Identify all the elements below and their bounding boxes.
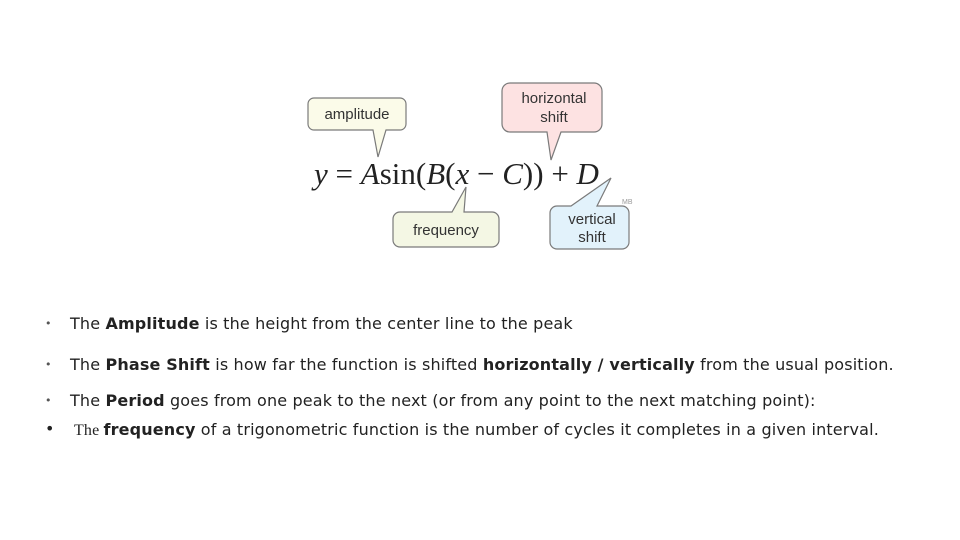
- eq-open: (: [415, 156, 427, 191]
- definitions-list: [45, 312, 925, 442]
- term-frequency: frequency: [103, 420, 196, 439]
- list-item: • The Period goes from one peak to the next (or from any point to the next matching point):: [45, 391, 816, 410]
- eq-A: A: [360, 156, 380, 191]
- horizontal-shift-label-line2: shift: [540, 109, 568, 126]
- eq-x: x: [455, 156, 470, 191]
- eq-B: B: [426, 156, 446, 191]
- sinusoid-formula-figure: [300, 78, 645, 258]
- list-item: • The Phase Shift is how far the function is shifted horizontally / vertically from the usual position.: [45, 355, 894, 374]
- horizontal-shift-callout: [502, 83, 602, 160]
- term-amplitude: Amplitude: [105, 314, 200, 333]
- bullet-glyph: •: [45, 317, 52, 330]
- eq-minus: −: [469, 156, 503, 191]
- amplitude-callout: [308, 98, 406, 157]
- eq-equals: =: [327, 156, 361, 191]
- vertical-shift-label-line2: shift: [578, 229, 606, 246]
- eq-C: C: [502, 156, 523, 191]
- vertical-shift-label-line1: vertical: [568, 211, 616, 228]
- bullet-glyph: •: [45, 419, 55, 438]
- term-horizontally-vertically: horizontally / vertically: [482, 355, 695, 374]
- term-phase-shift: Phase Shift: [105, 355, 210, 374]
- eq-open2: (: [445, 156, 456, 191]
- bullet-glyph: •: [45, 358, 52, 371]
- bullet-glyph: •: [45, 394, 52, 407]
- eq-D: D: [576, 156, 599, 191]
- amplitude-label: amplitude: [324, 106, 390, 123]
- term-period: Period: [105, 391, 165, 410]
- eq-sin: sin: [379, 156, 416, 191]
- horizontal-shift-label-line1: horizontal: [521, 90, 587, 107]
- frequency-label: frequency: [413, 222, 479, 239]
- eq-y: y: [314, 156, 328, 191]
- list-item: • The Amplitude is the height from the center line to the peak: [45, 314, 573, 333]
- eq-close: )): [522, 156, 544, 191]
- watermark-mb: MB: [622, 199, 633, 206]
- formula-diagram: [300, 78, 645, 258]
- list-item: • The frequency of a trigonometric function is the number of cycles it completes in a given interval.: [45, 419, 879, 439]
- sinusoid-equation: [311, 156, 599, 191]
- frequency-callout: [393, 187, 499, 247]
- eq-plus: +: [543, 156, 577, 191]
